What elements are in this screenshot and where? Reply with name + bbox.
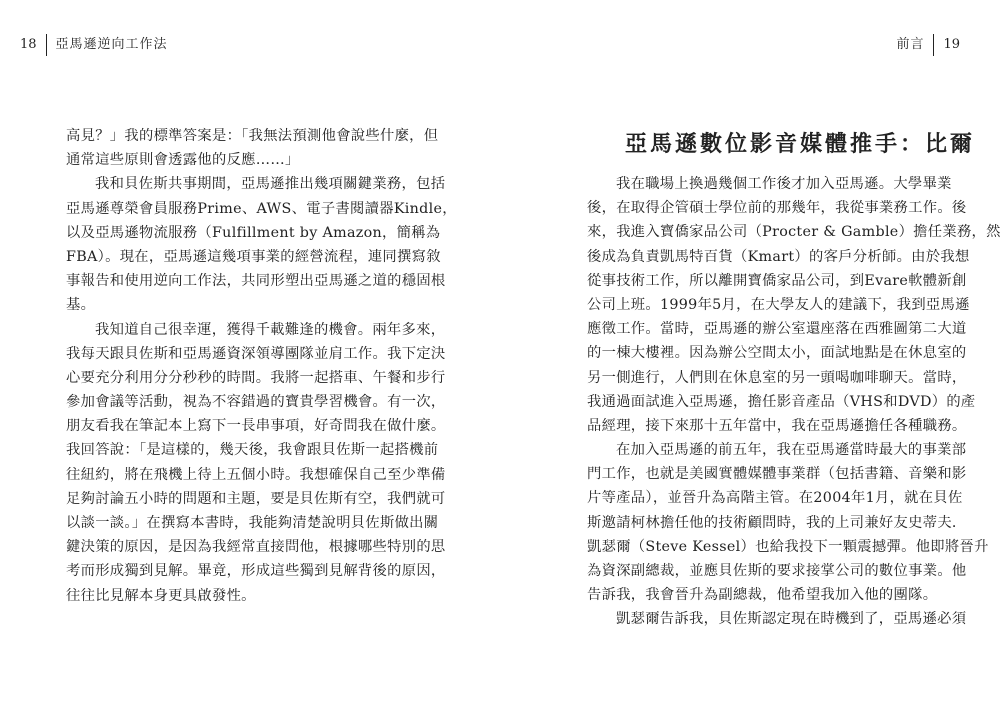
- text-line: 為資深副總裁，並應貝佐斯的要求接掌公司的數位事業。他: [587, 563, 967, 579]
- text-line: 以談一談。」在撰寫本書時，我能夠清楚說明貝佐斯做出關: [66, 515, 439, 531]
- text-line: 的一棟大樓裡。因為辦公空間太小，面試地點是在休息室的: [587, 345, 967, 362]
- text-line: 心要充分利用分分秒秒的時間。我將一起搭車、午餐和步行: [66, 369, 446, 386]
- text-line: 凱瑟爾告訴我，貝佐斯認定現在時機到了，亞馬遜必須: [616, 611, 967, 628]
- text-line: 來，我進入寶僑家品公司（Procter & Gamble）擔任業務，然: [587, 224, 1001, 241]
- text-line: 告訴我，我會晉升為副總裁，他希望我加入他的團隊。: [587, 587, 938, 604]
- running-head-divider: [933, 34, 934, 56]
- text-line: 我和貝佐斯共事期間，亞馬遜推出幾項關鍵業務，包括: [95, 176, 446, 193]
- text-line: 往紐約，將在飛機上待上五個小時。我想確保自己至少準備: [66, 466, 446, 483]
- text-line: FBA）。現在，亞馬遜這幾項事業的經營流程，連同撰寫敘: [66, 248, 441, 265]
- text-line: 凱瑟爾（Steve Kessel）也給我投下一顆震撼彈。他即將晉升: [587, 538, 989, 555]
- section-heading: 亞馬遜數位影音媒體推手：比爾: [625, 131, 976, 157]
- text-line: 參加會議等活動，視為不容錯過的寶貴學習機會。有一次，: [66, 394, 446, 411]
- text-line: 我知道自己很幸運，獲得千載難逢的機會。兩年多來，: [95, 321, 446, 338]
- text-line: 我回答說：「是這樣的，幾天後，我會跟貝佐斯一起搭機前: [66, 442, 439, 459]
- text-line: 通常這些原則會透露他的反應……」: [66, 152, 300, 169]
- left-page: [0, 0, 500, 709]
- book-title: 亞馬遜逆向工作法: [55, 37, 168, 52]
- left-running-head: [20, 35, 168, 55]
- text-line: 品經理，接下來那十五年當中，我在亞馬遜擔任各種職務。: [587, 417, 967, 434]
- text-line: 高見？」我的標準答案是：「我無法預測他會說些什麼，但: [66, 128, 439, 144]
- text-line: 片等產品），並晉升為高階主管。在2004年1月，就在貝佐: [587, 490, 963, 507]
- text-line: 亞馬遜尊榮會員服務Prime、AWS、電子書閱讀器Kindle，: [66, 200, 457, 217]
- chapter-title: 前言: [896, 37, 925, 52]
- right-body-text: [587, 172, 1001, 632]
- text-line: 足夠討論五小時的問題和主題，要是貝佐斯有空，我們就可: [66, 490, 446, 507]
- text-line: 我通過面試進入亞馬遜，擔任影音產品（VHS和DVD）的產: [587, 393, 976, 410]
- text-line: 門工作，也就是美國實體媒體事業群（包括書籍、音樂和影: [587, 466, 967, 483]
- text-line: 斯邀請柯林擔任他的技術顧問時，我的上司兼好友史蒂夫．: [587, 514, 967, 531]
- text-line: 考而形成獨到見解。畢竟，形成這些獨到見解背後的原因，: [66, 563, 446, 580]
- text-line: 我每天跟貝佐斯和亞馬遜資深領導團隊並肩工作。我下定決: [66, 345, 446, 362]
- right-page: [500, 0, 1000, 709]
- text-line: 事報告和使用逆向工作法，共同形塑出亞馬遜之道的穩固根: [66, 273, 446, 290]
- left-body-text: [66, 124, 457, 608]
- running-head-divider: [46, 34, 47, 56]
- right-page-number: 19: [943, 37, 960, 52]
- text-line: 應徵工作。當時，亞馬遜的辦公室還座落在西雅圖第二大道: [587, 321, 967, 338]
- text-line: 在加入亞馬遜的前五年，我在亞馬遜當時最大的事業部: [616, 442, 967, 459]
- text-line: 以及亞馬遜物流服務（Fulfillment by Amazon，簡稱為: [66, 224, 441, 241]
- right-running-head: [896, 35, 960, 55]
- text-line: 另一側進行，人們則在休息室的另一頭喝咖啡聊天。當時，: [587, 369, 967, 386]
- text-line: 基。: [66, 297, 96, 314]
- text-line: 從事技術工作，所以離開寶僑家品公司，到Evare軟體新創: [587, 272, 967, 289]
- text-line: 朋友看我在筆記本上寫下一長串事項，好奇問我在做什麼。: [66, 418, 446, 435]
- text-line: 鍵決策的原因，是因為我經常直接問他，根據哪些特別的思: [66, 539, 446, 556]
- text-line: 往往比見解本身更具啟發性。: [66, 587, 256, 604]
- text-line: 公司上班。1999年5月，在大學友人的建議下，我到亞馬遜: [587, 296, 970, 313]
- text-line: 我在職場上換過幾個工作後才加入亞馬遜。大學畢業: [616, 176, 952, 192]
- left-page-number: 18: [20, 37, 37, 52]
- text-line: 後，在取得企管碩士學位前的那幾年，我從事業務工作。後: [587, 200, 967, 217]
- text-line: 後成為負責凱馬特百貨（Kmart）的客戶分析師。由於我想: [587, 248, 970, 265]
